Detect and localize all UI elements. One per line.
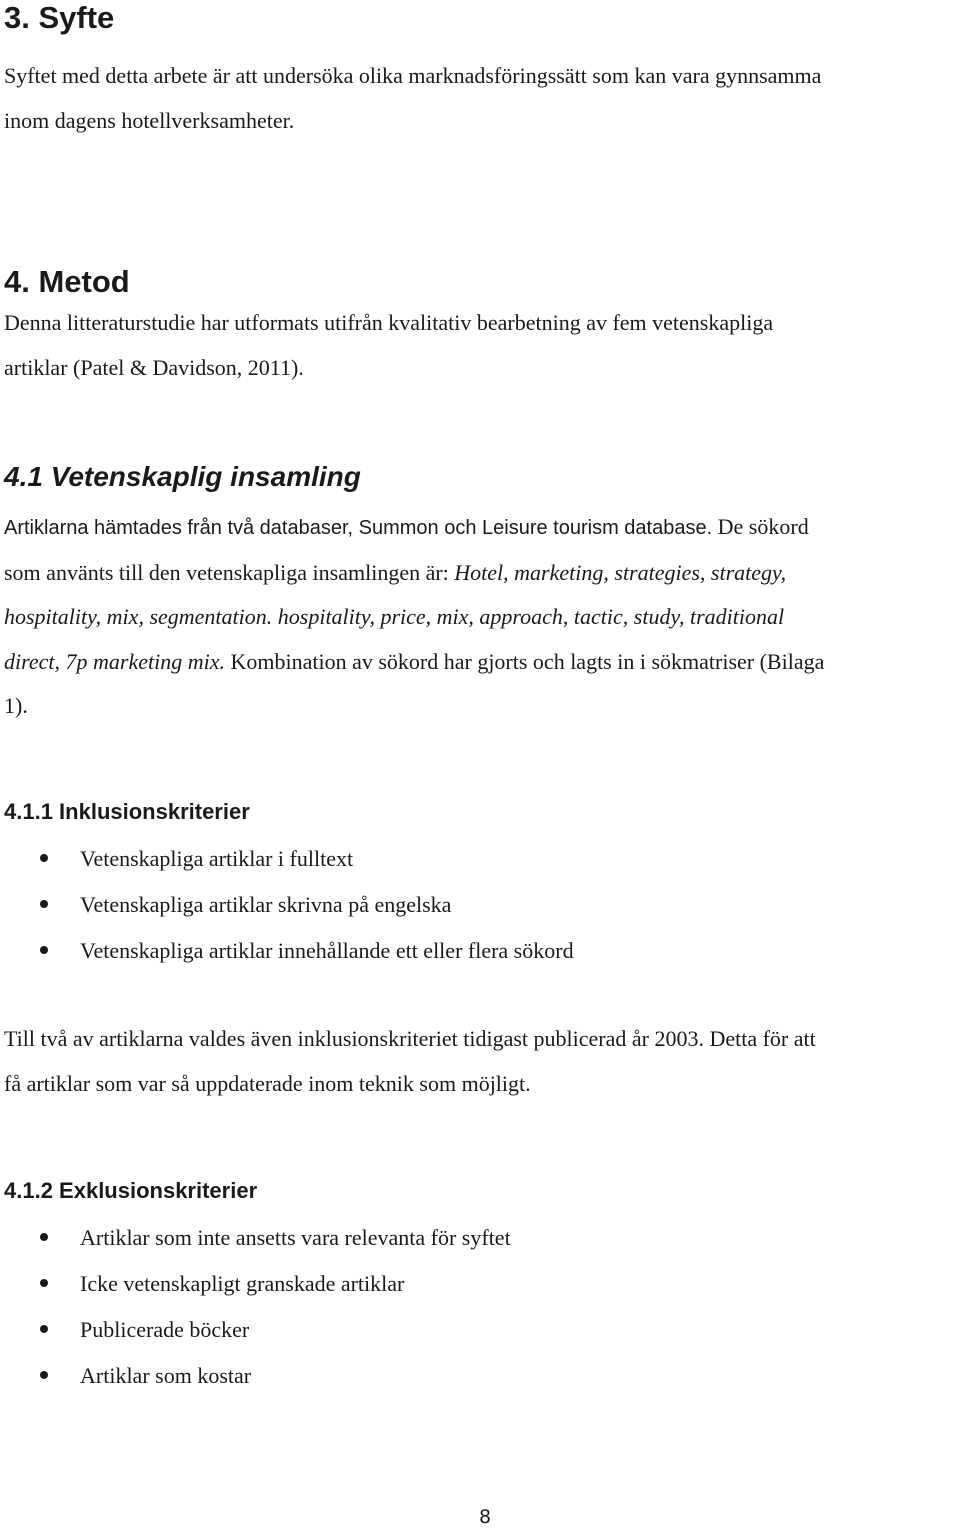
bullet-icon [40,1233,48,1241]
list-item-text: Vetenskapliga artiklar i fulltext [80,846,354,871]
metod-paragraph [4,301,960,390]
heading-vetenskaplig-insamling: 4.1 Vetenskaplig insamling [4,461,361,492]
list-item-text: Icke vetenskapligt granskade artiklar [80,1271,405,1296]
bullet-icon [40,900,48,908]
syfte-paragraph [4,54,960,143]
inklusion-note-paragraph [4,1017,960,1106]
insamling-line-4 [4,640,960,685]
insamling-line-2-plain: som använts till den vetenskapliga insamlingen är: [4,559,455,585]
metod-line-1: Denna litteraturstudie har utformats utifrån kvalitativ bearbetning av fem vetenskapliga [4,310,774,335]
bullet-icon [40,1325,48,1333]
insamling-line-4-plain: Kombination av sökord har gjorts och lagts in i sökmatriser (Bilaga [224,648,825,674]
search-terms-3: hospitality, price, mix, approach, tactic, study, traditional [272,604,785,629]
syfte-line-2: inom dagens hotellverksamheter. [4,107,295,133]
heading-inklusionskriterier: 4.1.1 Inklusionskriterier [4,799,250,824]
bullet-icon [40,1279,48,1287]
search-terms-1: Hotel, marketing, strategies, strategy, [454,559,787,585]
insamling-line-1 [4,505,960,551]
insamling-line-5: 1). [4,693,28,718]
insamling-line-1-tail: De sökord [712,514,809,539]
list-item-text: Artiklar som inte ansetts vara relevanta för syftet [80,1225,511,1250]
heading-syfte: 3. Syfte [4,0,115,35]
insamling-line-2 [4,551,960,596]
insamling-line-3 [4,595,960,640]
insamling-paragraph [4,505,960,729]
metod-line-2: artiklar (Patel & Davidson, 2011). [4,354,304,380]
heading-metod: 4. Metod [4,264,130,299]
bullet-icon [40,1371,48,1379]
bullet-icon [40,946,48,954]
insamling-line-1-sans: Artiklarna hämtades från två databaser, Summon och Leisure tourism database. [4,517,713,539]
bullet-icon [40,854,48,862]
list-item-text: Artiklar som kostar [80,1363,252,1388]
page-number: 8 [479,1506,492,1528]
inklusion-note-line-2: få artiklar som var så uppdaterade inom teknik som möjligt. [4,1070,531,1096]
list-item-text: Vetenskapliga artiklar skrivna på engelska [80,892,452,917]
search-terms-4: direct, 7p marketing mix. [4,648,225,674]
list-item-text: Vetenskapliga artiklar innehållande ett eller flera sökord [80,938,574,963]
inklusion-note-line-1: Till två av artiklarna valdes även inklusionskriteriet tidigast publicerad år 2003. Detta för att [4,1026,816,1051]
syfte-line-1: Syftet med detta arbete är att undersöka olika marknadsföringssätt som kan vara gynnsamma [4,63,822,88]
search-terms-2: hospitality, mix, segmentation. [4,604,273,629]
list-item-text: Publicerade böcker [80,1317,250,1342]
heading-exklusionskriterier: 4.1.2 Exklusionskriterier [4,1178,258,1203]
